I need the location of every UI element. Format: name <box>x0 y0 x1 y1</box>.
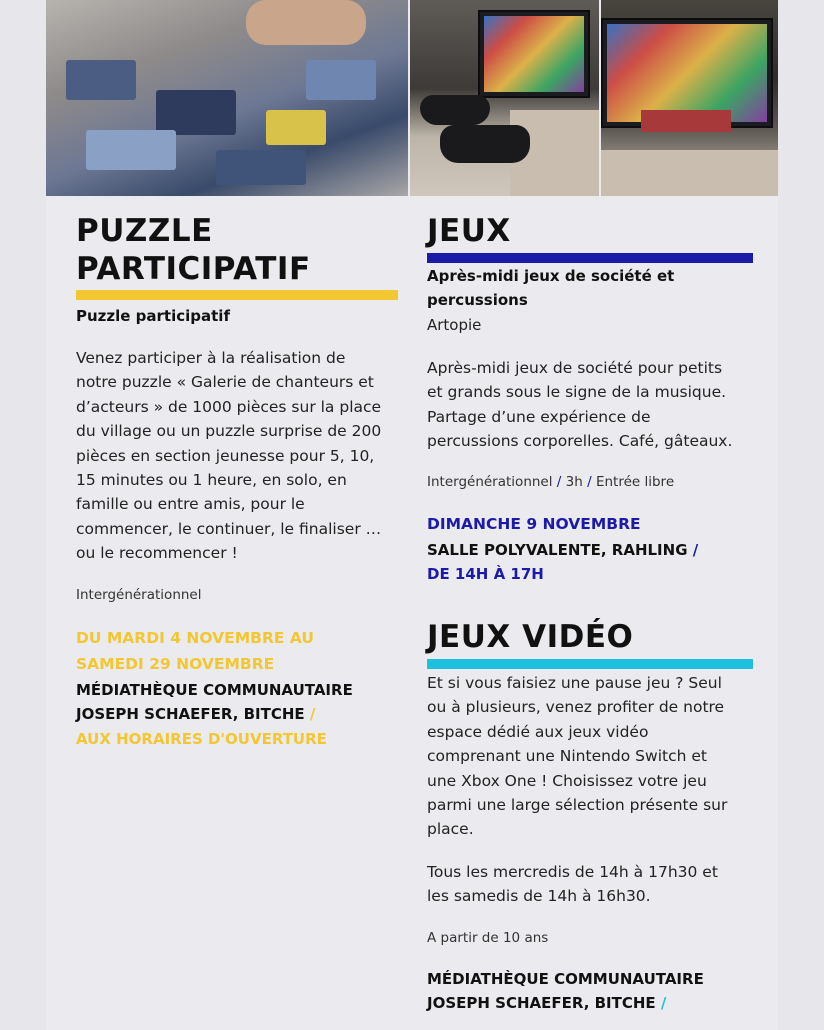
description-line: et grands sous le signe de la musique. <box>427 383 727 402</box>
venue-line: JOSEPH SCHAEFER, BITCHE / <box>427 994 667 1012</box>
jeux-venue: SALLE POLYVALENTE, RAHLING / <box>427 541 699 559</box>
description-line: parmi une large sélection présente sur <box>427 796 728 815</box>
description-line: Après-midi jeux de société pour petits <box>427 359 723 377</box>
puzzle-piece <box>86 130 176 170</box>
description-line: notre puzzle « Galerie de chanteurs et <box>76 373 374 392</box>
description-line: d’acteurs » de 1000 pièces sur la place <box>76 397 382 416</box>
puzzle-accent-bar <box>76 290 398 300</box>
description-line: Venez participer à la réalisation de <box>76 349 346 367</box>
date-line: DU MARDI 4 NOVEMBRE AU <box>76 629 314 647</box>
xbox-console-photo <box>410 0 599 196</box>
jeux-description <box>427 356 753 454</box>
hand <box>246 0 366 45</box>
meta-duration: 3h <box>565 474 583 490</box>
jeux-heading: JEUX <box>427 213 511 249</box>
jeux-meta <box>427 472 674 492</box>
jeux-hours: DE 14H À 17H <box>427 565 544 583</box>
description-line: 15 minutes ou 1 heure, en solo, en <box>76 471 347 490</box>
puzzle-heading <box>76 212 398 288</box>
jeux-video-description <box>427 671 753 842</box>
subtitle-line: percussions <box>427 291 528 309</box>
controller <box>440 125 530 163</box>
puzzle-piece <box>156 90 236 135</box>
description-line: pièces en section jeunesse pour 5, 10, <box>76 446 375 465</box>
description-line: ou le recommencer ! <box>76 544 238 563</box>
puzzle-piece <box>266 110 326 145</box>
description-line: du village ou un puzzle surprise de 200 <box>76 422 382 441</box>
separator-slash: / <box>309 705 316 723</box>
jeux-video-accent-bar <box>427 659 753 669</box>
puzzle-dates <box>76 625 398 677</box>
description-line: comprenant une Nintendo Switch et <box>427 747 707 766</box>
puzzle-piece <box>306 60 376 100</box>
puzzle-venue <box>76 678 398 726</box>
puzzle-title-line1: PUZZLE <box>76 213 213 249</box>
description-line: ou à plusieurs, venez profiter de notre <box>427 698 725 717</box>
cabinet <box>601 150 778 196</box>
date-line: SAMEDI 29 NOVEMBRE <box>76 655 275 673</box>
description-line: commencer, le continuer, le finaliser … <box>76 519 382 538</box>
puzzle-piece <box>66 60 136 100</box>
description-line: Partage d’une expérience de <box>427 407 651 426</box>
separator-slash: / <box>692 541 699 559</box>
description-line: percussions corporelles. Café, gâteaux. <box>427 432 733 451</box>
venue-line: MÉDIATHÈQUE COMMUNAUTAIRE <box>76 681 353 699</box>
description-line: espace dédié aux jeux vidéo <box>427 722 649 741</box>
puzzle-title-line2: PARTICIPATIF <box>76 251 311 287</box>
puzzle-pieces-photo <box>46 0 408 196</box>
tv <box>478 10 590 98</box>
description-line: place. <box>427 820 474 839</box>
description-line: une Xbox One ! Choisissez votre jeu <box>427 771 707 790</box>
jeux-video-age: A partir de 10 ans <box>427 930 549 946</box>
schedule-line: Tous les mercredis de 14h à 17h30 et <box>427 863 718 881</box>
schedule-line: les samedis de 14h à 16h30. <box>427 887 651 906</box>
venue-line: MÉDIATHÈQUE COMMUNAUTAIRE <box>427 970 704 988</box>
jeux-organizer: Artopie <box>427 316 482 334</box>
jeux-video-heading: JEUX VIDÉO <box>427 619 634 655</box>
controller <box>420 95 490 125</box>
separator-slash: / <box>587 474 592 490</box>
puzzle-description <box>76 346 398 566</box>
puzzle-piece <box>216 150 306 185</box>
jeux-video-schedule <box>427 860 753 909</box>
description-line: famille ou entre amis, pour le <box>76 495 305 514</box>
puzzle-subtitle: Puzzle participatif <box>76 307 230 325</box>
description-line: Et si vous faisiez une pause jeu ? Seul <box>427 674 722 692</box>
jeux-accent-bar <box>427 253 753 263</box>
meta-audience: Intergénérationnel <box>427 474 553 490</box>
separator-slash: / <box>556 474 562 490</box>
jeux-subtitle <box>427 264 753 312</box>
game-cases <box>641 110 731 132</box>
puzzle-audience: Intergénérationnel <box>76 587 202 603</box>
jeux-video-venue <box>427 967 753 1015</box>
venue-line: JOSEPH SCHAEFER, BITCHE / <box>76 705 316 723</box>
separator-slash: / <box>660 994 667 1012</box>
meta-price: Entrée libre <box>595 474 675 490</box>
jeux-date: DIMANCHE 9 NOVEMBRE <box>427 515 641 533</box>
subtitle-line: Après-midi jeux de société et <box>427 267 675 285</box>
nintendo-switch-photo <box>601 0 778 196</box>
puzzle-hours: AUX HORAIRES D'OUVERTURE <box>76 730 327 748</box>
